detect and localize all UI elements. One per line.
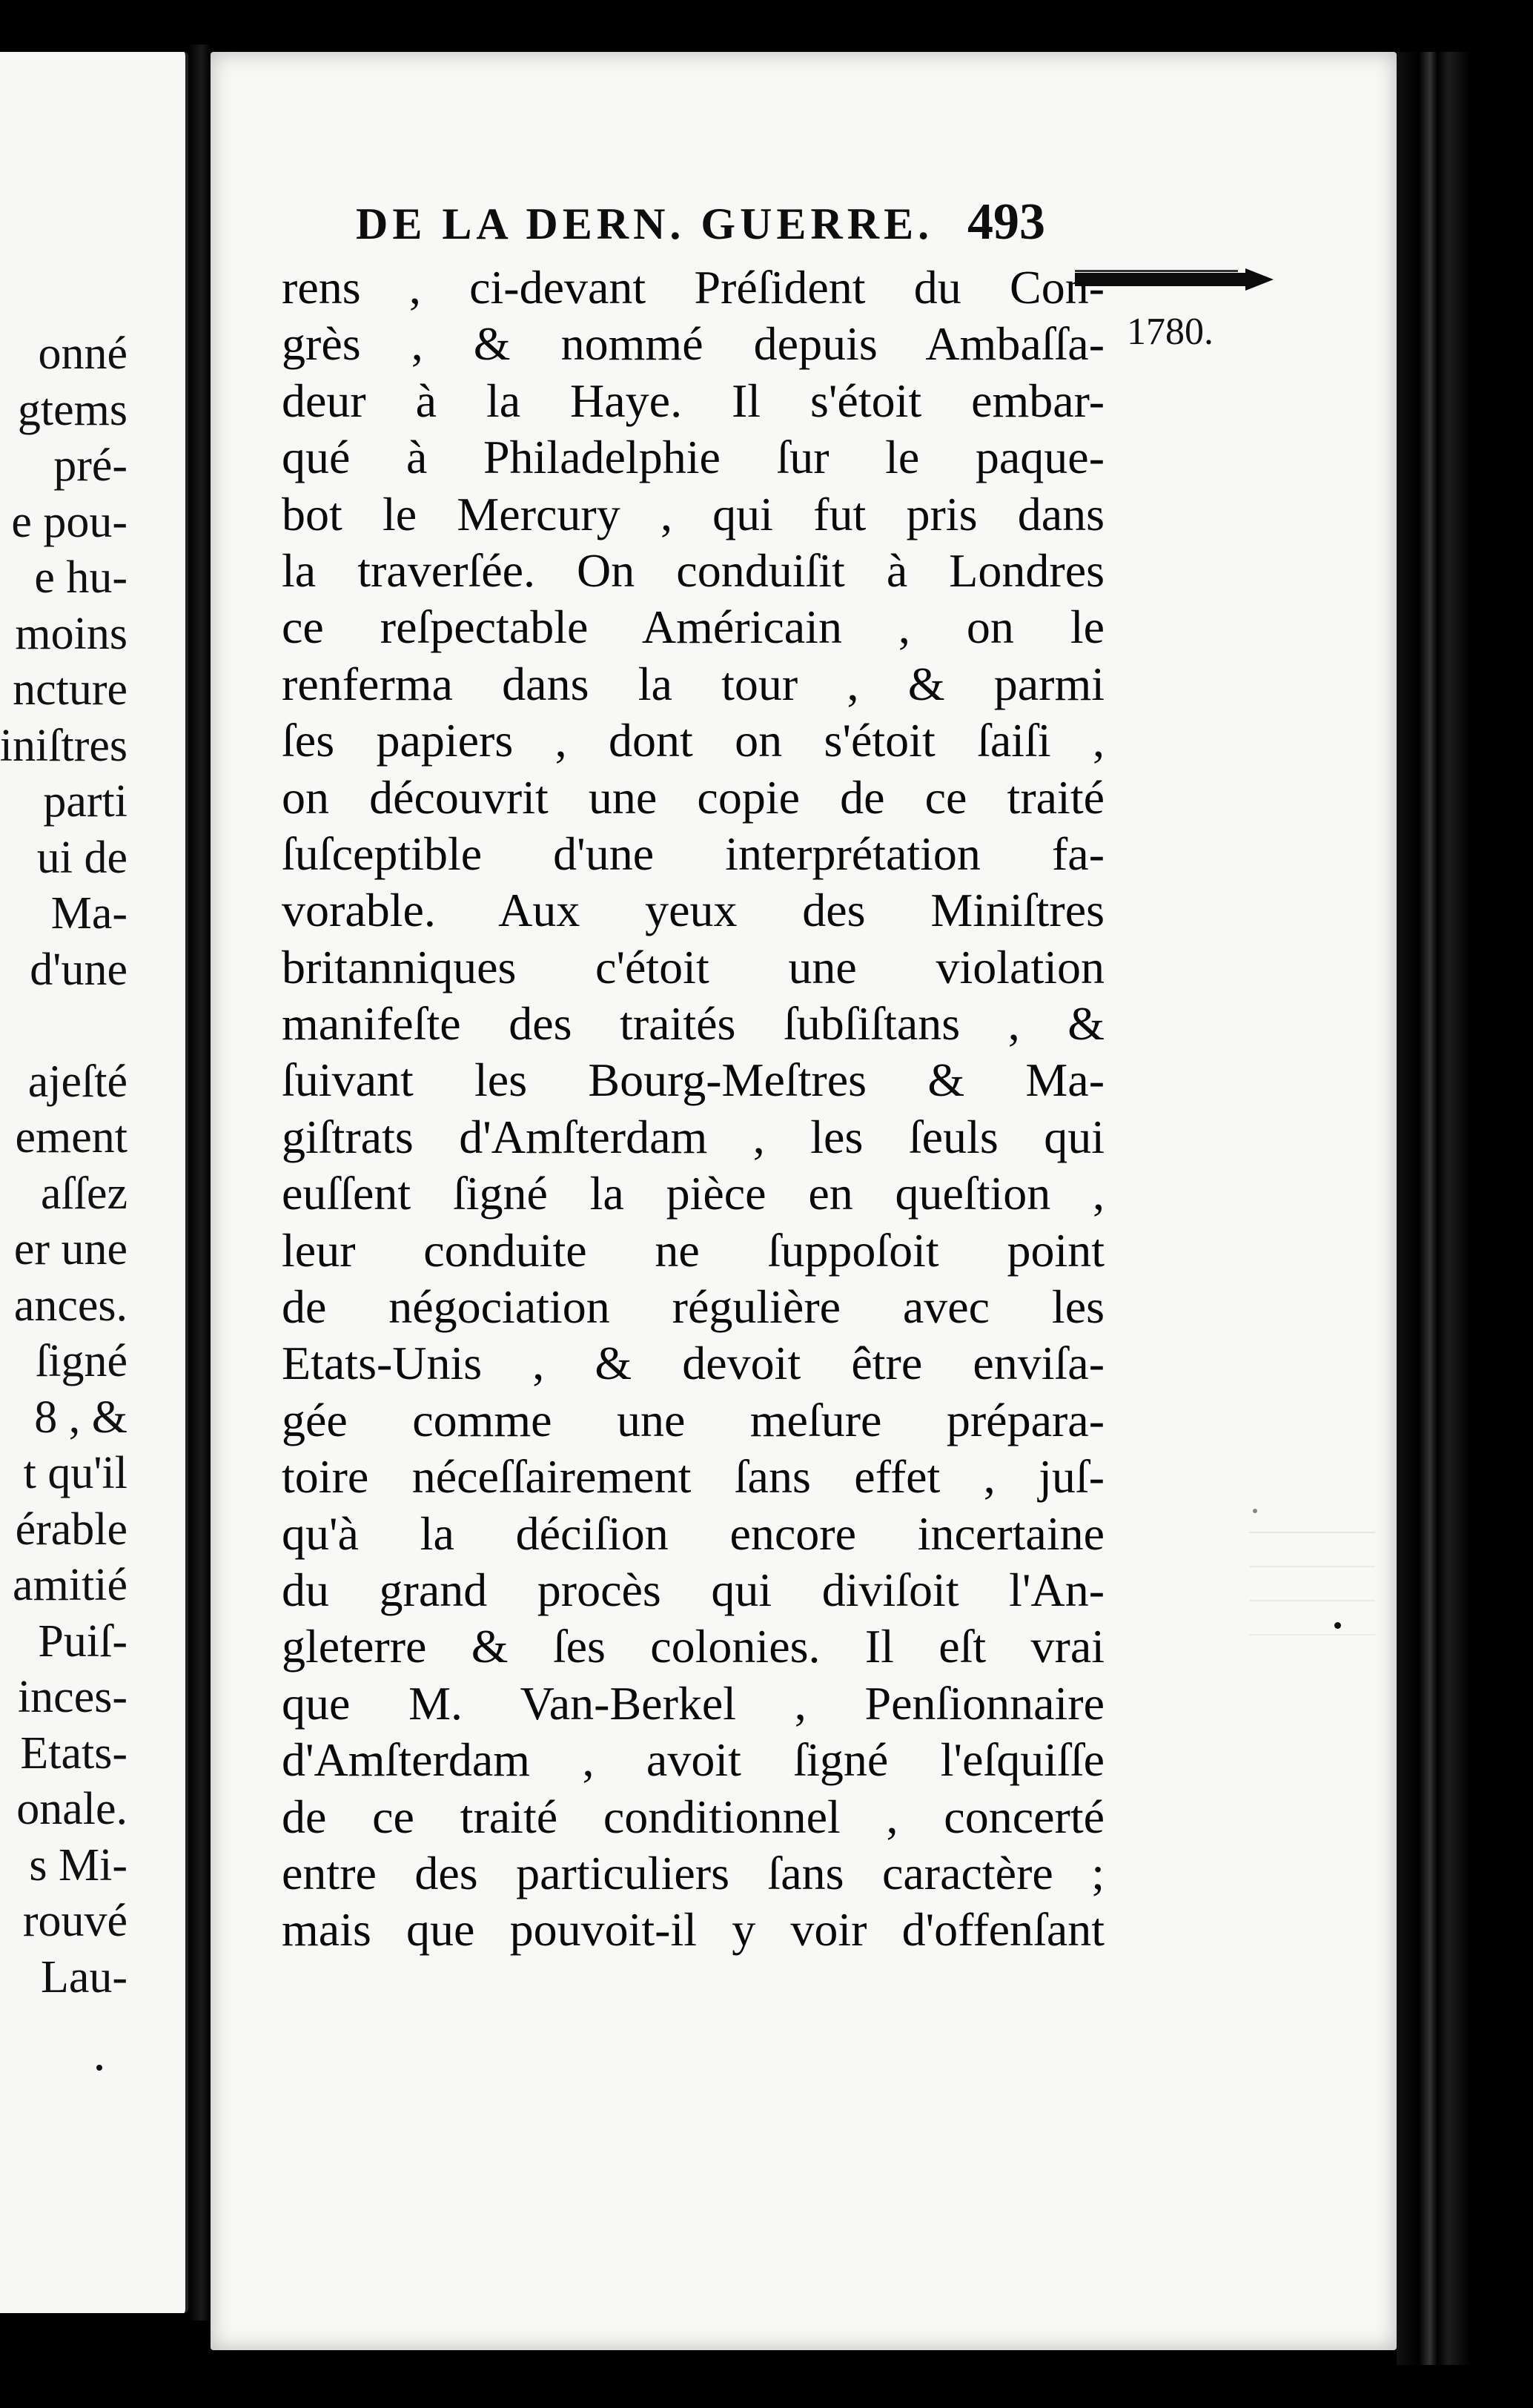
ink-speck (96, 2065, 102, 2071)
text-line: de négociation régulière avec les (282, 1280, 1105, 1334)
margin-year: 1780. (1127, 311, 1214, 353)
text-line: bot le Mercury , qui fut pris dans (282, 487, 1105, 540)
previous-page-line: ances. (13, 1280, 128, 1331)
text-line: d'Amſterdam , avoit ſigné l'eſquiſſe (282, 1733, 1105, 1787)
previous-page-line: e pou- (11, 496, 128, 547)
previous-page-line: Ma- (50, 888, 128, 939)
previous-page-line: s Mi- (29, 1839, 128, 1891)
previous-page-line: pré- (53, 440, 128, 491)
previous-page-line: Etats- (20, 1727, 128, 1779)
text-line: vorable. Aux yeux des Miniſtres (282, 884, 1105, 937)
previous-page-line: onné (38, 328, 128, 379)
margin-rule-ornament (1075, 265, 1275, 294)
bleed-through-note (1249, 1505, 1375, 1635)
previous-page-line (0, 998, 128, 1054)
text-line: rens , ci-devant Préſident du Con- (282, 261, 1105, 314)
previous-page-line: amitié (13, 1560, 128, 1610)
previous-page-line: ncture (13, 664, 128, 715)
previous-page-line: moins (15, 608, 128, 659)
text-line: gleterre & ſes colonies. Il eſt vrai (282, 1620, 1105, 1673)
text-line: gée comme une meſure prépara- (282, 1393, 1105, 1446)
page-block-edge (1397, 52, 1471, 2365)
text-line: renferma dans la tour , & parmi (282, 657, 1105, 710)
ink-speck (1253, 1509, 1257, 1513)
previous-page-line: e hu- (34, 552, 128, 603)
previous-page-line: iniſtres (0, 720, 128, 771)
page-number: 493 (967, 194, 1045, 251)
previous-page-line: ſigné (36, 1336, 128, 1386)
text-line: deur à la Haye. Il s'étoit embar- (282, 374, 1105, 427)
previous-page-line: gtems (17, 384, 128, 435)
text-line: ſuſceptible d'une interprétation fa- (282, 827, 1105, 880)
text-line: mais que pouvoit-il y voir d'offenſant (282, 1903, 1105, 1956)
text-line: qu'à la déciſion encore incertaine (282, 1506, 1105, 1560)
previous-page-line: inces- (17, 1672, 128, 1722)
previous-page-line: ement (15, 1112, 128, 1162)
text-line: que M. Van-Berkel , Penſionnaire (282, 1676, 1105, 1730)
text-line: ce reſpectable Américain , on le (282, 601, 1105, 654)
previous-page-line: 8 , & (34, 1392, 128, 1443)
text-line: Etats-Unis , & devoit être enviſa- (282, 1337, 1105, 1390)
previous-page-text (0, 326, 128, 2005)
previous-page-line: onale. (16, 1784, 128, 1834)
previous-page-line: er une (13, 1224, 128, 1274)
ink-speck (1334, 1622, 1341, 1629)
running-head: DE LA DERN. GUERRE. (356, 199, 934, 248)
previous-page-line: t qu'il (23, 1448, 128, 1498)
text-line: toire néceſſairement ſans effet , juſ- (282, 1450, 1105, 1504)
text-line: grès , & nommé depuis Ambaſſa- (282, 317, 1105, 371)
text-line: britanniques c'étoit une violation (282, 940, 1105, 993)
previous-page-line: Puiſ- (38, 1615, 128, 1667)
text-line: leur conduite ne ſuppoſoit point (282, 1223, 1105, 1277)
text-line: on découvrit une copie de ce traité (282, 770, 1105, 824)
text-line: du grand procès qui diviſoit l'An- (282, 1563, 1105, 1616)
text-line: giſtrats d'Amſterdam , les ſeuls qui (282, 1110, 1105, 1163)
previous-page-fragment (0, 52, 188, 2313)
text-line: de ce traité conditionnel , concerté (282, 1790, 1105, 1843)
previous-page-line: aſſez (40, 1168, 128, 1219)
text-line: qué à Philadelphie ſur le paque- (282, 431, 1105, 484)
book-gutter (188, 44, 211, 2321)
previous-page-line: d'une (30, 944, 128, 995)
previous-page-line: Lau- (40, 1951, 128, 2002)
text-line: ſes papiers , dont on s'étoit ſaiſi , (282, 714, 1105, 767)
page-body-text (282, 259, 1105, 1959)
previous-page-line: rouvé (22, 1896, 128, 1946)
text-line: euſſent ſigné la pièce en queſtion , (282, 1167, 1105, 1220)
text-line: manifeſte des traités ſubſiſtans , & (282, 997, 1105, 1051)
text-line: la traverſée. On conduiſit à Londres (282, 543, 1105, 597)
previous-page-line: érable (15, 1504, 128, 1555)
previous-page-line: ajeſté (27, 1056, 128, 1107)
text-line: entre des particuliers ſans caractère ; (282, 1846, 1105, 1899)
text-line: ſuivant les Bourg-Meſtres & Ma- (282, 1054, 1105, 1107)
previous-page-line: parti (43, 776, 128, 827)
previous-page-line: ui de (36, 832, 128, 883)
